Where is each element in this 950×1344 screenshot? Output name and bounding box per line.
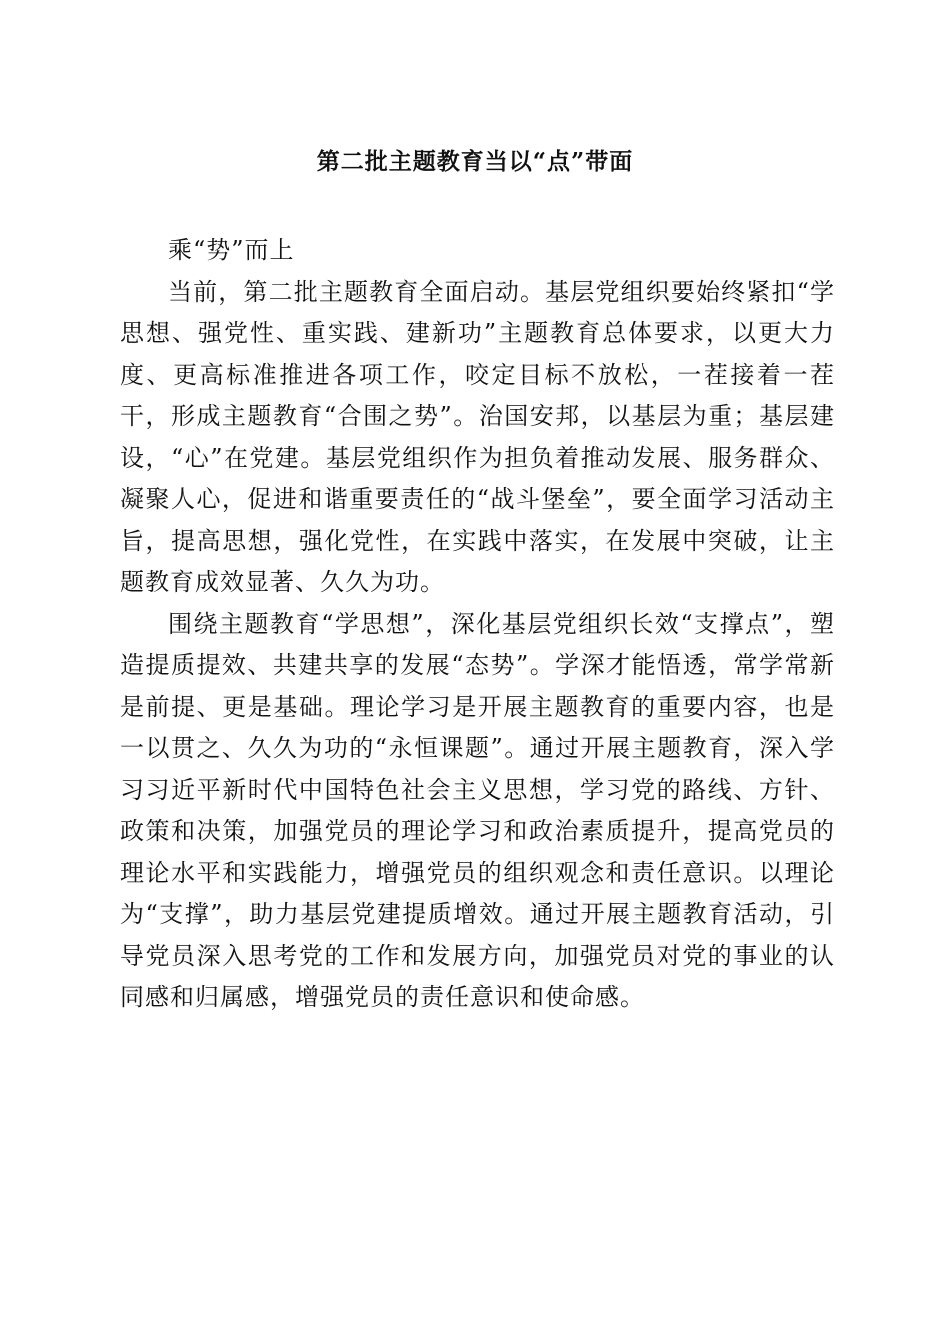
document-title: 第二批主题教育当以“点”带面 [316,148,634,175]
section-heading: 乘“势”而上 [168,236,295,264]
document-body [120,230,835,1019]
paragraph: 当前，第二批主题教育全面启动。基层党组织要始终紧扣“学思想、强党性、重实践、建新功”主题教育总体要求，以更大力度、更高标准推进各项工作，咬定目标不放松，一茬接着一茬干，形成主题教育“合围之势”。治国安邦，以基层为重；基层建设，“心”在党建。基层党组织作为担负着推动发展、服务群众、凝聚人心，促进和谐重要责任的“战斗堡垒”，要全面学习活动主旨，提高思想，强化党性，在实践中落实，在发展中突破，让主题教育成效显著、久久为功。 [120,277,835,596]
paragraph: 围绕主题教育“学思想”，深化基层党组织长效“支撑点”，塑造提质提效、共建共享的发展“态势”。学深才能悟透，常学常新是前提、更是基础。理论学习是开展主题教育的重要内容，也是一以贯之、久久为功的“永恒课题”。通过开展主题教育，深入学习习近平新时代中国特色社会主义思想，学习党的路线、方针、政策和决策，加强党员的理论学习和政治素质提升，提高党员的理论水平和实践能力，增强党员的组织观念和责任意识。以理论为“支撑”，助力基层党建提质增效。通过开展主题教育活动，引导党员深入思考党的工作和发展方向，加强党员对党的事业的认同感和归属感，增强党员的责任意识和使命感。 [120,609,835,1011]
